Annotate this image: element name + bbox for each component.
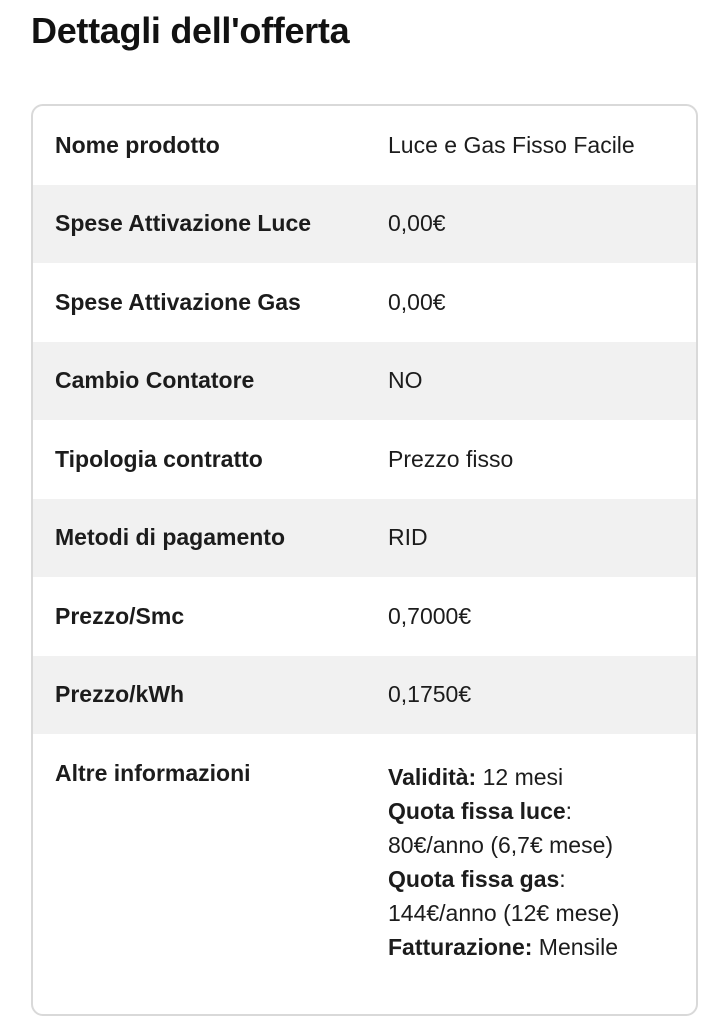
fixed-fee-electricity-value: : 80€/anno (6,7€ mese) [388, 798, 614, 858]
row-label: Spese Attivazione Luce [55, 210, 312, 237]
billing-value: Mensile [532, 934, 619, 960]
table-row-contract-type [33, 420, 696, 499]
row-value: RID [388, 524, 428, 551]
row-value: 0,1750€ [388, 681, 472, 708]
row-value: NO [388, 367, 423, 394]
row-value: 0,00€ [388, 210, 446, 237]
table-row-activation-electricity [33, 185, 696, 264]
page-title: Dettagli dell'offerta [31, 10, 350, 51]
table-row-other-info [33, 734, 696, 964]
table-row-product-name [33, 106, 696, 185]
table-row-price-smc [33, 577, 696, 656]
billing-key: Fatturazione: [388, 934, 533, 960]
row-value: Prezzo fisso [388, 445, 514, 472]
row-label: Spese Attivazione Gas [55, 288, 301, 315]
row-label: Prezzo/kWh [55, 681, 185, 708]
row-label: Prezzo/Smc [55, 602, 185, 629]
row-value: Luce e Gas Fisso Facile [388, 131, 635, 158]
row-label: Metodi di pagamento [55, 524, 285, 551]
offer-details-table [31, 104, 698, 1016]
table-row-payment-methods [33, 499, 696, 578]
row-value: 0,7000€ [388, 602, 472, 629]
row-label: Nome prodotto [55, 131, 220, 158]
row-label: Tipologia contratto [55, 445, 263, 472]
row-value: 0,00€ [388, 288, 446, 315]
fixed-fee-gas-key: Quota fissa gas [388, 866, 560, 892]
other-info-value [388, 760, 696, 964]
row-label: Altre informazioni [55, 760, 251, 786]
table-row-price-kwh [33, 656, 696, 735]
table-row-meter-change [33, 342, 696, 421]
row-label: Cambio Contatore [55, 367, 255, 394]
fixed-fee-gas-value: : 144€/anno (12€ mese) [388, 866, 620, 926]
fixed-fee-electricity-key: Quota fissa luce [388, 798, 566, 824]
table-row-activation-gas [33, 263, 696, 342]
validity-key: Validità: [388, 764, 477, 790]
validity-value: 12 mesi [476, 764, 564, 790]
